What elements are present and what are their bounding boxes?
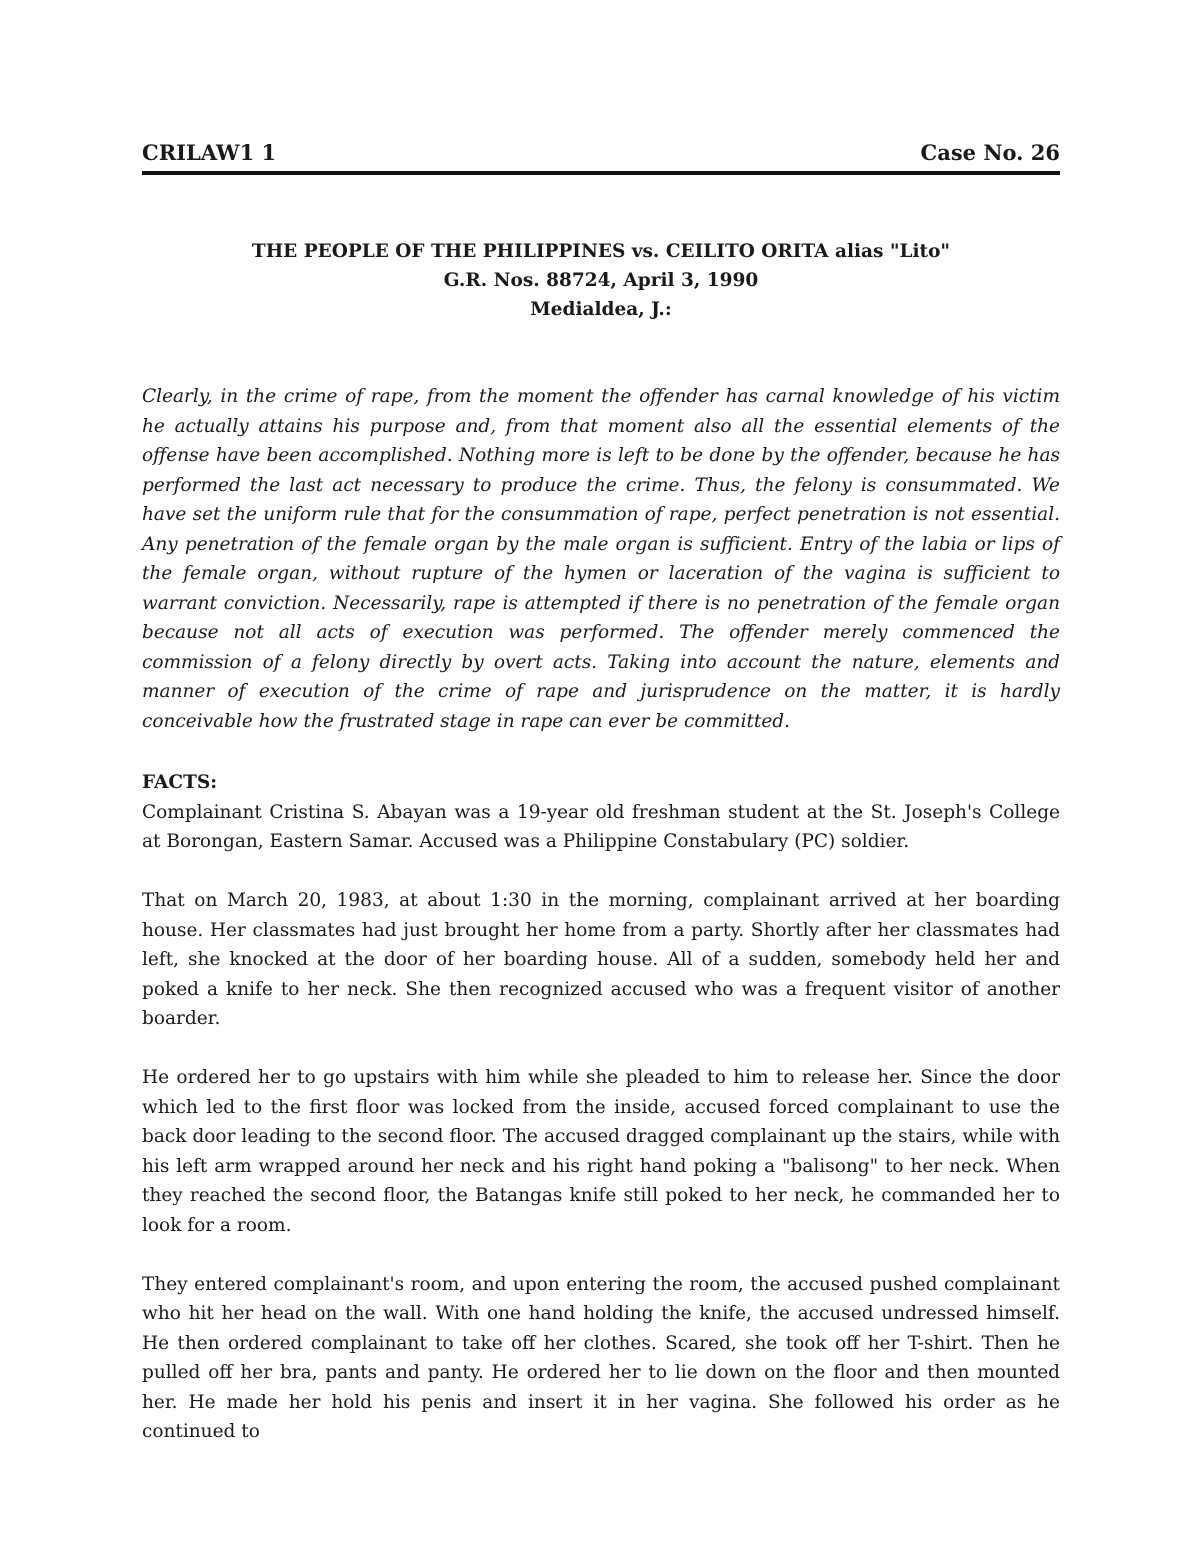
document-page — [142, 140, 1060, 1476]
gr-number: G.R. Nos. 88724, April 3, 1990 — [443, 270, 759, 292]
ponente: Medialdea, J.: — [530, 299, 672, 321]
facts-heading: FACTS: — [142, 772, 218, 794]
case-caption — [142, 237, 1060, 324]
facts-paragraph: They entered complainant's room, and upon entering the room, the accused pushed complainant who hit her head on the wall. With one hand holding the knife, the accused undressed himself. He then ordered complainant to take off her clothes. Scared, she took off her T-shirt. Then he pulled off her bra, pants and panty. He ordered her to lie down on the floor and then mounted her. He made her hold his penis and insert it in her vagina. She followed his order as he continued to — [142, 1273, 1060, 1443]
facts-paragraph: Complainant Cristina S. Abayan was a 19-year old freshman student at the St. Joseph's College at Borongan, Eastern Samar. Accused was a Philippine Constabulary (PC) soldier. — [142, 801, 1060, 853]
course-code: CRILAW1 1 — [142, 140, 277, 165]
facts-paragraph: He ordered her to go upstairs with him while she pleaded to him to release her. Since the door which led to the first floor was locked from the inside, accused forced complainant to use the back door leading to the second floor. The accused dragged complainant up the stairs, while with his left arm wrapped around her neck and his right hand poking a "balisong" to her neck. When they reached the second floor, the Batangas knife still poked to her neck, he commanded her to look for a room. — [142, 1067, 1060, 1236]
facts-paragraph: That on March 20, 1983, at about 1:30 in the morning, complainant arrived at her boarding house. Her classmates had just brought her home from a party. Shortly after her classmates had left, she knocked at the door of her boarding house. All of a sudden, somebody held her and poked a knife to her neck. She then recognized accused who was a frequent visitor of another boarder. — [142, 890, 1060, 1030]
doctrine-paragraph: Clearly, in the crime of rape, from the moment the offender has carnal knowledge of his victim he actually attains his purpose and, from that moment also all the essential elements of the offense have been accomplished. Nothing more is left to be done by the offender, because he has performed the last act necessary to produce the crime. Thus, the felony is consummated. We have set the uniform rule that for the consummation of rape, perfect penetration is not essential. Any penetration of the female organ by the male organ is sufficient. Entry of the labia or lips of the female organ, without rupture of the hymen or laceration of the vagina is sufficient to warrant conviction. Necessarily, rape is attempted if there is no penetration of the female organ because not all acts of execution was performed. The offender merely commenced the commission of a felony directly by overt acts. Taking into account the nature, elements and manner of execution of the crime of rape and jurisprudence on the matter, it is hardly conceivable how the frustrated stage in rape can ever be committed. — [142, 386, 1060, 732]
case-number: Case No. 26 — [920, 140, 1060, 165]
page-header — [142, 140, 1060, 175]
case-title: THE PEOPLE OF THE PHILIPPINES vs. CEILITO ORITA alias "Lito" — [251, 241, 951, 263]
